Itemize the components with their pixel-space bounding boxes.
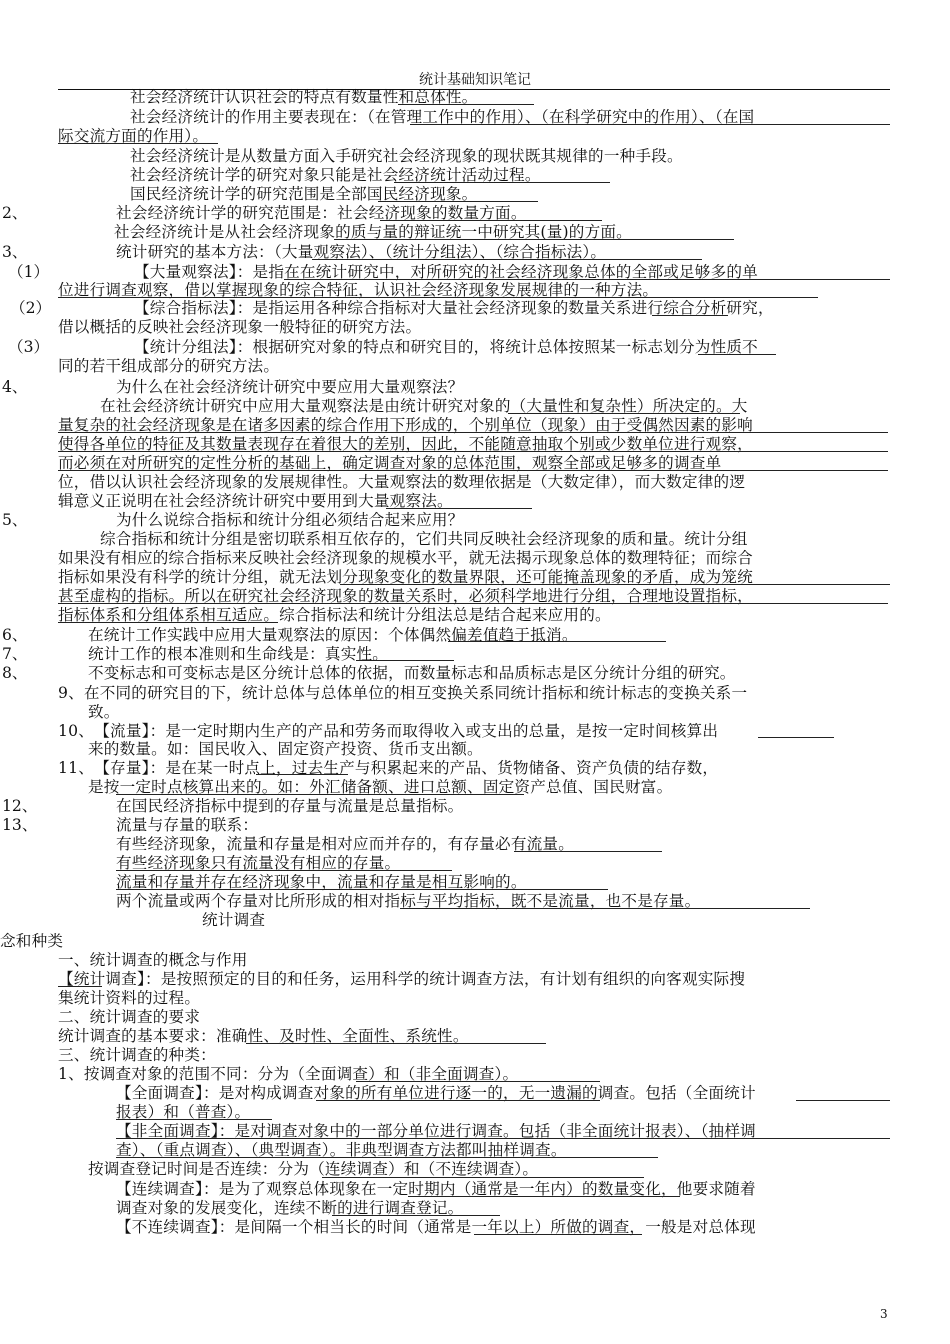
text-line: 来的数量。如：国民收入、固定资产投资、货币支出额。 — [88, 740, 483, 758]
section-title: 统计调查 — [202, 911, 266, 929]
text-line: 指标体系和分组体系相互适应。综合指标法和统计分组法总是结合起来应用的。 — [58, 606, 611, 624]
text-line: 【连续调查】：是为了观察总体现象在一定时期内（通常是一年内）的数量变化，他要求随着 — [116, 1180, 756, 1198]
text-line: 【非全面调查】：是对调查对象中的一部分单位进行调查。包括（非全面统计报表）、（抽样调 — [116, 1122, 756, 1140]
text-line: 在国民经济指标中提到的存量与流量是总量指标。 — [116, 797, 464, 815]
item-number: （1） — [8, 263, 50, 281]
underline — [340, 584, 890, 585]
item-number: 8、 — [2, 664, 28, 682]
underline — [380, 220, 602, 221]
underline — [116, 1157, 658, 1158]
text-line: 是按一定时点核算出来的。如：外汇储备额、进口总额、固定资产总值、国民财富。 — [88, 778, 673, 796]
text-line: 三、统计调查的种类： — [58, 1046, 216, 1064]
text-line: 9、在不同的研究目的下，统计总体与总体单位的相互变换关系同统计指标和统计标志的变换关系一 — [58, 684, 748, 702]
text-line: 使得各单位的特征及其数量表现存在着很大的差别，因此，不能随意抽取个别或少数单位进行观察， — [58, 435, 753, 453]
text-line: 社会经济统计认识社会的特点有数量性和总体性。 — [130, 88, 478, 106]
text-line: 国民经济统计学的研究范围是全部国民经济现象。 — [130, 185, 478, 203]
text-line: 按调查登记时间是否连续：分为（连续调查）和（不连续调查）。 — [88, 1160, 539, 1178]
text-line: 社会经济统计的作用主要表现在：（在管理工作中的作用）、（在科学研究中的作用）、（在国 — [130, 108, 755, 126]
text-line: 致。 — [88, 703, 120, 721]
underline — [116, 1138, 890, 1139]
item-number: 12、 — [2, 797, 38, 815]
item-number: 4、 — [2, 378, 28, 396]
text-line: 而必须在对所研究的定性分析的基础上，确定调查对象的总体范围，观察全部或足够多的调查单 — [58, 454, 722, 472]
text-line: 有些经济现象，流量和存量是相对应而并存的，有存量必有流量。 — [116, 835, 575, 853]
text-line: 社会经济统计学的研究对象只能是社会经济统计活动过程。 — [130, 166, 541, 184]
text-line: 统计调查的基本要求：准确性、及时性、全面性、系统性。 — [58, 1027, 469, 1045]
text-line: 统计工作的根本准则和生命线是：真实性。 — [88, 645, 389, 663]
text-line: 10、 【流量】：是一定时期内生产的产品和劳务而取得收入或支出的总量，是按一定时间核算出 — [58, 722, 719, 740]
text-line: 【统计调查】：是按照预定的目的和任务，运用科学的统计调查方法，有计划有组织的向客观实际搜 — [58, 970, 746, 988]
text-line: 为什么说综合指标和统计分组必须结合起来应用？ — [116, 511, 464, 529]
item-number: （3） — [8, 338, 50, 356]
underline — [796, 1100, 890, 1101]
item-number: 7、 — [2, 645, 28, 663]
underline — [448, 641, 666, 642]
item-number: 6、 — [2, 626, 28, 644]
underline — [58, 470, 888, 471]
underline — [758, 737, 834, 738]
text-line: 指标如果没有科学的统计分组，就无法划分现象变化的数量界限，还可能掩盖现象的矛盾，成为笼统 — [58, 568, 753, 586]
underline — [312, 259, 702, 260]
text-line: 为什么在社会经济统计研究中要应用大量观察法？ — [116, 378, 464, 396]
page-header-title: 统计基础知识笔记 — [419, 72, 531, 88]
underline — [356, 1081, 600, 1082]
underline — [58, 451, 888, 452]
underline — [116, 889, 608, 890]
text-line: 流量和存量并存在经济现象中，流量和存量是相互影响的。 — [116, 873, 527, 891]
underline — [652, 315, 728, 316]
page-number: 3 — [880, 1307, 888, 1321]
underline — [256, 774, 348, 775]
text-line: 两个流量或两个存量对比所形成的相对指标与平均指标，既不是流量，也不是存量。 — [116, 892, 701, 910]
text-line: 二、统计调查的要求 — [58, 1008, 201, 1026]
text-line: 社会经济统计学的研究范围是：社会经济现象的数量方面。 — [116, 204, 527, 222]
underline — [116, 1119, 272, 1120]
underline — [356, 660, 454, 661]
text-line: 社会经济统计是从社会经济现象的质与量的辩证统一中研究其(量)的方面。 — [114, 223, 632, 241]
text-line: 11、 【存量】：是在某一时点上，过去生产与积累起来的产品、货物储备、资产负债的结存数， — [58, 759, 719, 777]
item-number: （2） — [10, 299, 52, 317]
underline — [698, 354, 776, 355]
underline — [378, 201, 538, 202]
underline — [386, 508, 532, 509]
underline — [400, 908, 810, 909]
underline — [284, 279, 890, 280]
underline — [514, 851, 662, 852]
underline — [474, 1234, 642, 1235]
item-number: 3、 — [2, 243, 28, 261]
text-line: 【统计分组法】：根据研究对象的特点和研究目的，将统计总体按照某一标志划分为性质不 — [134, 338, 758, 356]
underline — [322, 1177, 644, 1178]
underline — [58, 297, 818, 298]
text-line: 【全面调查】：是对构成调查对象的所有单位进行逐一的，无一遗漏的调查。包括（全面统计 — [116, 1084, 756, 1102]
text-line: 综合指标和统计分组是密切联系相互依存的，它们共同反映社会经济现象的质和量。统计分组 — [100, 530, 748, 548]
underline — [116, 794, 524, 795]
text-line: 【大量观察法】：是指在在统计研究中，对所研究的社会经济现象总体的全部或足够多的单 — [134, 263, 758, 281]
text-line: 【不连续调查】：是间隔一个相当长的时间（通常是一年以上）所做的调查，一般是对总体现 — [116, 1218, 756, 1236]
underline — [334, 239, 734, 240]
text-line: 量复杂的社会经济现象是在诸多因素的综合作用下形成的，个别单位（现象）由于受偶然因素的影响 — [58, 416, 753, 434]
underline — [116, 870, 452, 871]
text-line: 流量与存量的联系： — [116, 816, 259, 834]
text-line: 社会经济统计是从数量方面入手研究社会经济现象的现状既其规律的一种手段。 — [130, 147, 683, 165]
underline — [408, 1196, 680, 1197]
underline — [58, 986, 102, 987]
text-line: 报表）和（普查）。 — [116, 1103, 251, 1121]
section-heading: 念和种类 — [0, 932, 64, 950]
text-line: 在统计工作实践中应用大量观察法的原因：个体偶然偏差值趋于抵消。 — [88, 626, 578, 644]
text-line: 集统计资料的过程。 — [58, 989, 201, 1007]
text-line: 查）、（重点调查）、（典型调查）。非典型调查方法都叫抽样调查。 — [116, 1141, 567, 1159]
text-line: 如果没有相应的综合指标来反映社会经济现象的规模水平，就无法揭示现象总体的数理特征；而综合 — [58, 549, 753, 567]
text-line: 辑意义正说明在社会经济统计研究中要用到大量观察法。 — [58, 492, 453, 510]
underline — [58, 622, 278, 623]
underline — [316, 1100, 600, 1101]
text-line: 调查对象的发展变化，连续不断的进行调查登记。 — [116, 1199, 464, 1217]
text-line: 借以概括的反映社会经济现象一般特征的研究方法。 — [58, 318, 422, 336]
text-line: 位进行调查观察，借以掌握现象的综合特征，认识社会经济现象发展规律的一种方法。 — [58, 281, 659, 299]
text-line: 1、按调查对象的范围不同：分为（全面调查）和（非全面调查）。 — [58, 1065, 519, 1083]
text-line: 在社会经济统计研究中应用大量观察法是由统计研究对象的（大量性和复杂性）所决定的。大 — [100, 397, 748, 415]
text-line: 统计研究的基本方法：（大量观察法）、（统计分组法）、（综合指标法）。 — [116, 243, 607, 261]
item-number: 13、 — [2, 816, 38, 834]
underline — [398, 104, 534, 105]
text-line: 际交流方面的作用）。 — [58, 127, 209, 145]
underline — [394, 182, 610, 183]
text-line: 位，借以认识社会经济现象的发展规律性。大量观察法的数理依据是（大数定律），而大数定律的逻 — [58, 473, 746, 491]
text-line: 有些经济现象只有流量没有相应的存量。 — [116, 854, 401, 872]
underline — [58, 432, 888, 433]
text-line: 一、统计调查的概念与作用 — [58, 951, 248, 969]
underline — [58, 143, 218, 144]
text-line: 甚至虚构的指标。所以在研究社会经济现象的数量关系时，必须科学地进行分组，合理地设置指标， — [58, 587, 753, 605]
underline — [332, 1215, 500, 1216]
underline — [246, 1043, 546, 1044]
underline — [58, 603, 888, 604]
item-number: 5、 — [2, 511, 28, 529]
underline — [410, 124, 890, 125]
text-line: 【综合指标法】：是指运用各种综合指标对大量社会经济现象的数量关系进行综合分析研究， — [134, 299, 774, 317]
underline — [508, 413, 740, 414]
text-line: 同的若干组成部分的研究方法。 — [58, 357, 280, 375]
text-line: 不变标志和可变标志是区分统计总体的依据，而数量标志和品质标志是区分统计分组的研究。 — [88, 664, 736, 682]
item-number: 2、 — [2, 204, 28, 222]
